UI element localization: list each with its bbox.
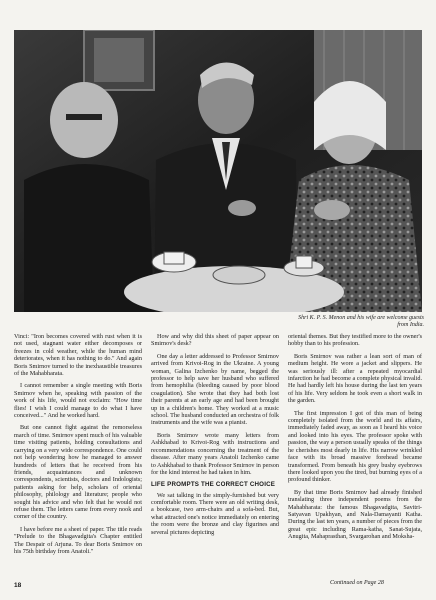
- paragraph: How and why did this sheet of paper appear on Smirnov's desk?: [151, 333, 279, 348]
- text-column-2: [151, 333, 279, 541]
- paragraph: I cannot remember a single meeting with Boris Smirnov when he, speaking with passion of the work of his life, would not exclaim: "How time flies! I wish I could manage to do what I have conceived..." And he worked hard.: [14, 382, 142, 420]
- text-column-3: [288, 333, 422, 546]
- paragraph: I have before me a sheet of paper. The title reads "Prelude to the Bhagavadgita's Chapter entitled The Despair of Arjuna. To dear Boris Smirnov on his 75th birthday from Anatoli.": [14, 525, 142, 555]
- paragraph: One day a letter addressed to Professor Smirnov arrived from Krivoi-Rog in the Ukraine. A young woman, Galina Izchenko by name, begged the professor to help save her husband who suffered from hemophilia (bleeding caused by poor blood coagulation). She wrote that they had both lost their parents at an early age and had been brought up in a children's home. They worked at a music school. The husband conducted an orchestra of folk instruments and the wife was a pianist.: [151, 352, 279, 427]
- section-subheading: LIFE PROMPTS THE CORRECT CHOICE: [151, 481, 276, 489]
- paragraph: The first impression I got of this man of being completely isolated from the world and its affairs, immediately faded away, as soon as I heard his voice and looked into his eyes. The professor spoke with passion, the way a person usually speaks of the things he cherishes most dearly in life. His narrow wrinkled face with its broad massive forehead became transformed. From beneath his grey bushy eyebrows there looked upon you the tired, but burning eyes of a profound thinker.: [288, 409, 422, 484]
- paragraph: But one cannot fight against the remorseless march of time. Smirnov spent much of his valuable time visiting patients, holding consultations and carrying on a very wide correspondence. One could not help wondering how he managed to answer hundreds of letters that he received from his friends, acquaintances and unknown correspondents, scientists, doctors and Indologists; patients asking for help, scholars of oriental philosophy, philology and literature; people who sought his advice and who felt that he would not refuse them. The letters came from every nook and corner of the country.: [14, 424, 142, 521]
- paragraph: Vinci: "Iron becomes covered with rust when it is not used, stagnant water either decomposes or freezes in cold weather, while the human mind deteriorates, when it has nothing to do." And again Boris Smirnov turned to the inexhaustible treasures of the Mahabharata.: [14, 333, 142, 378]
- paragraph: oriental themes. But they testified more to the owner's hobby than to his profession.: [288, 333, 422, 348]
- paragraph: Boris Smirnov was rather a lean sort of man of medium height. He wore a jacket and slippers. He was seriously ill: after a repeated myocardial infarction he had become a complete physical invalid. He had hardly left his house during the last ten years of his life. Very seldom he took even a short walk in the garden.: [288, 352, 422, 405]
- paragraph: We sat talking in the simply-furnished but very comfortable room. There were an old writing desk, a bookcase, two arm-chairs and a sofa-bed. But, what attracted one's notice immediately on entering the room were the bronze and clay figurines and several pictures depicting: [151, 491, 279, 536]
- continued-note: Continued on Page 28: [330, 580, 384, 586]
- photo-caption: Shri K. P. S. Menon and his wife are welcome guests from India.: [298, 315, 424, 328]
- text-column-1: [14, 333, 142, 560]
- photo-menon-and-wife: [14, 30, 422, 312]
- paragraph: By that time Boris Smirnov had already finished translating three independent poems from the Mahabharata: the famous Bhagavadgita, Savitri-Satyavan Upakhyan, and Nala-Damayanti Katha. During the last ten years, a number of pieces from the great epic including Rama-katha, Sanat-Sujata, Anugita, Mahaprasthan, Svargarohan and Moksha-: [288, 488, 422, 541]
- paragraph: Boris Smirnov wrote many letters from Ashkhabad to Krivoi-Rog with instructions and recommendations concerning the treatment of the disease. After many years Anatoli Izchenko came to Ashkhabad to thank Professor Smirnov in person for the kind interest he had taken in him.: [151, 431, 279, 476]
- page-number: 18: [14, 582, 22, 589]
